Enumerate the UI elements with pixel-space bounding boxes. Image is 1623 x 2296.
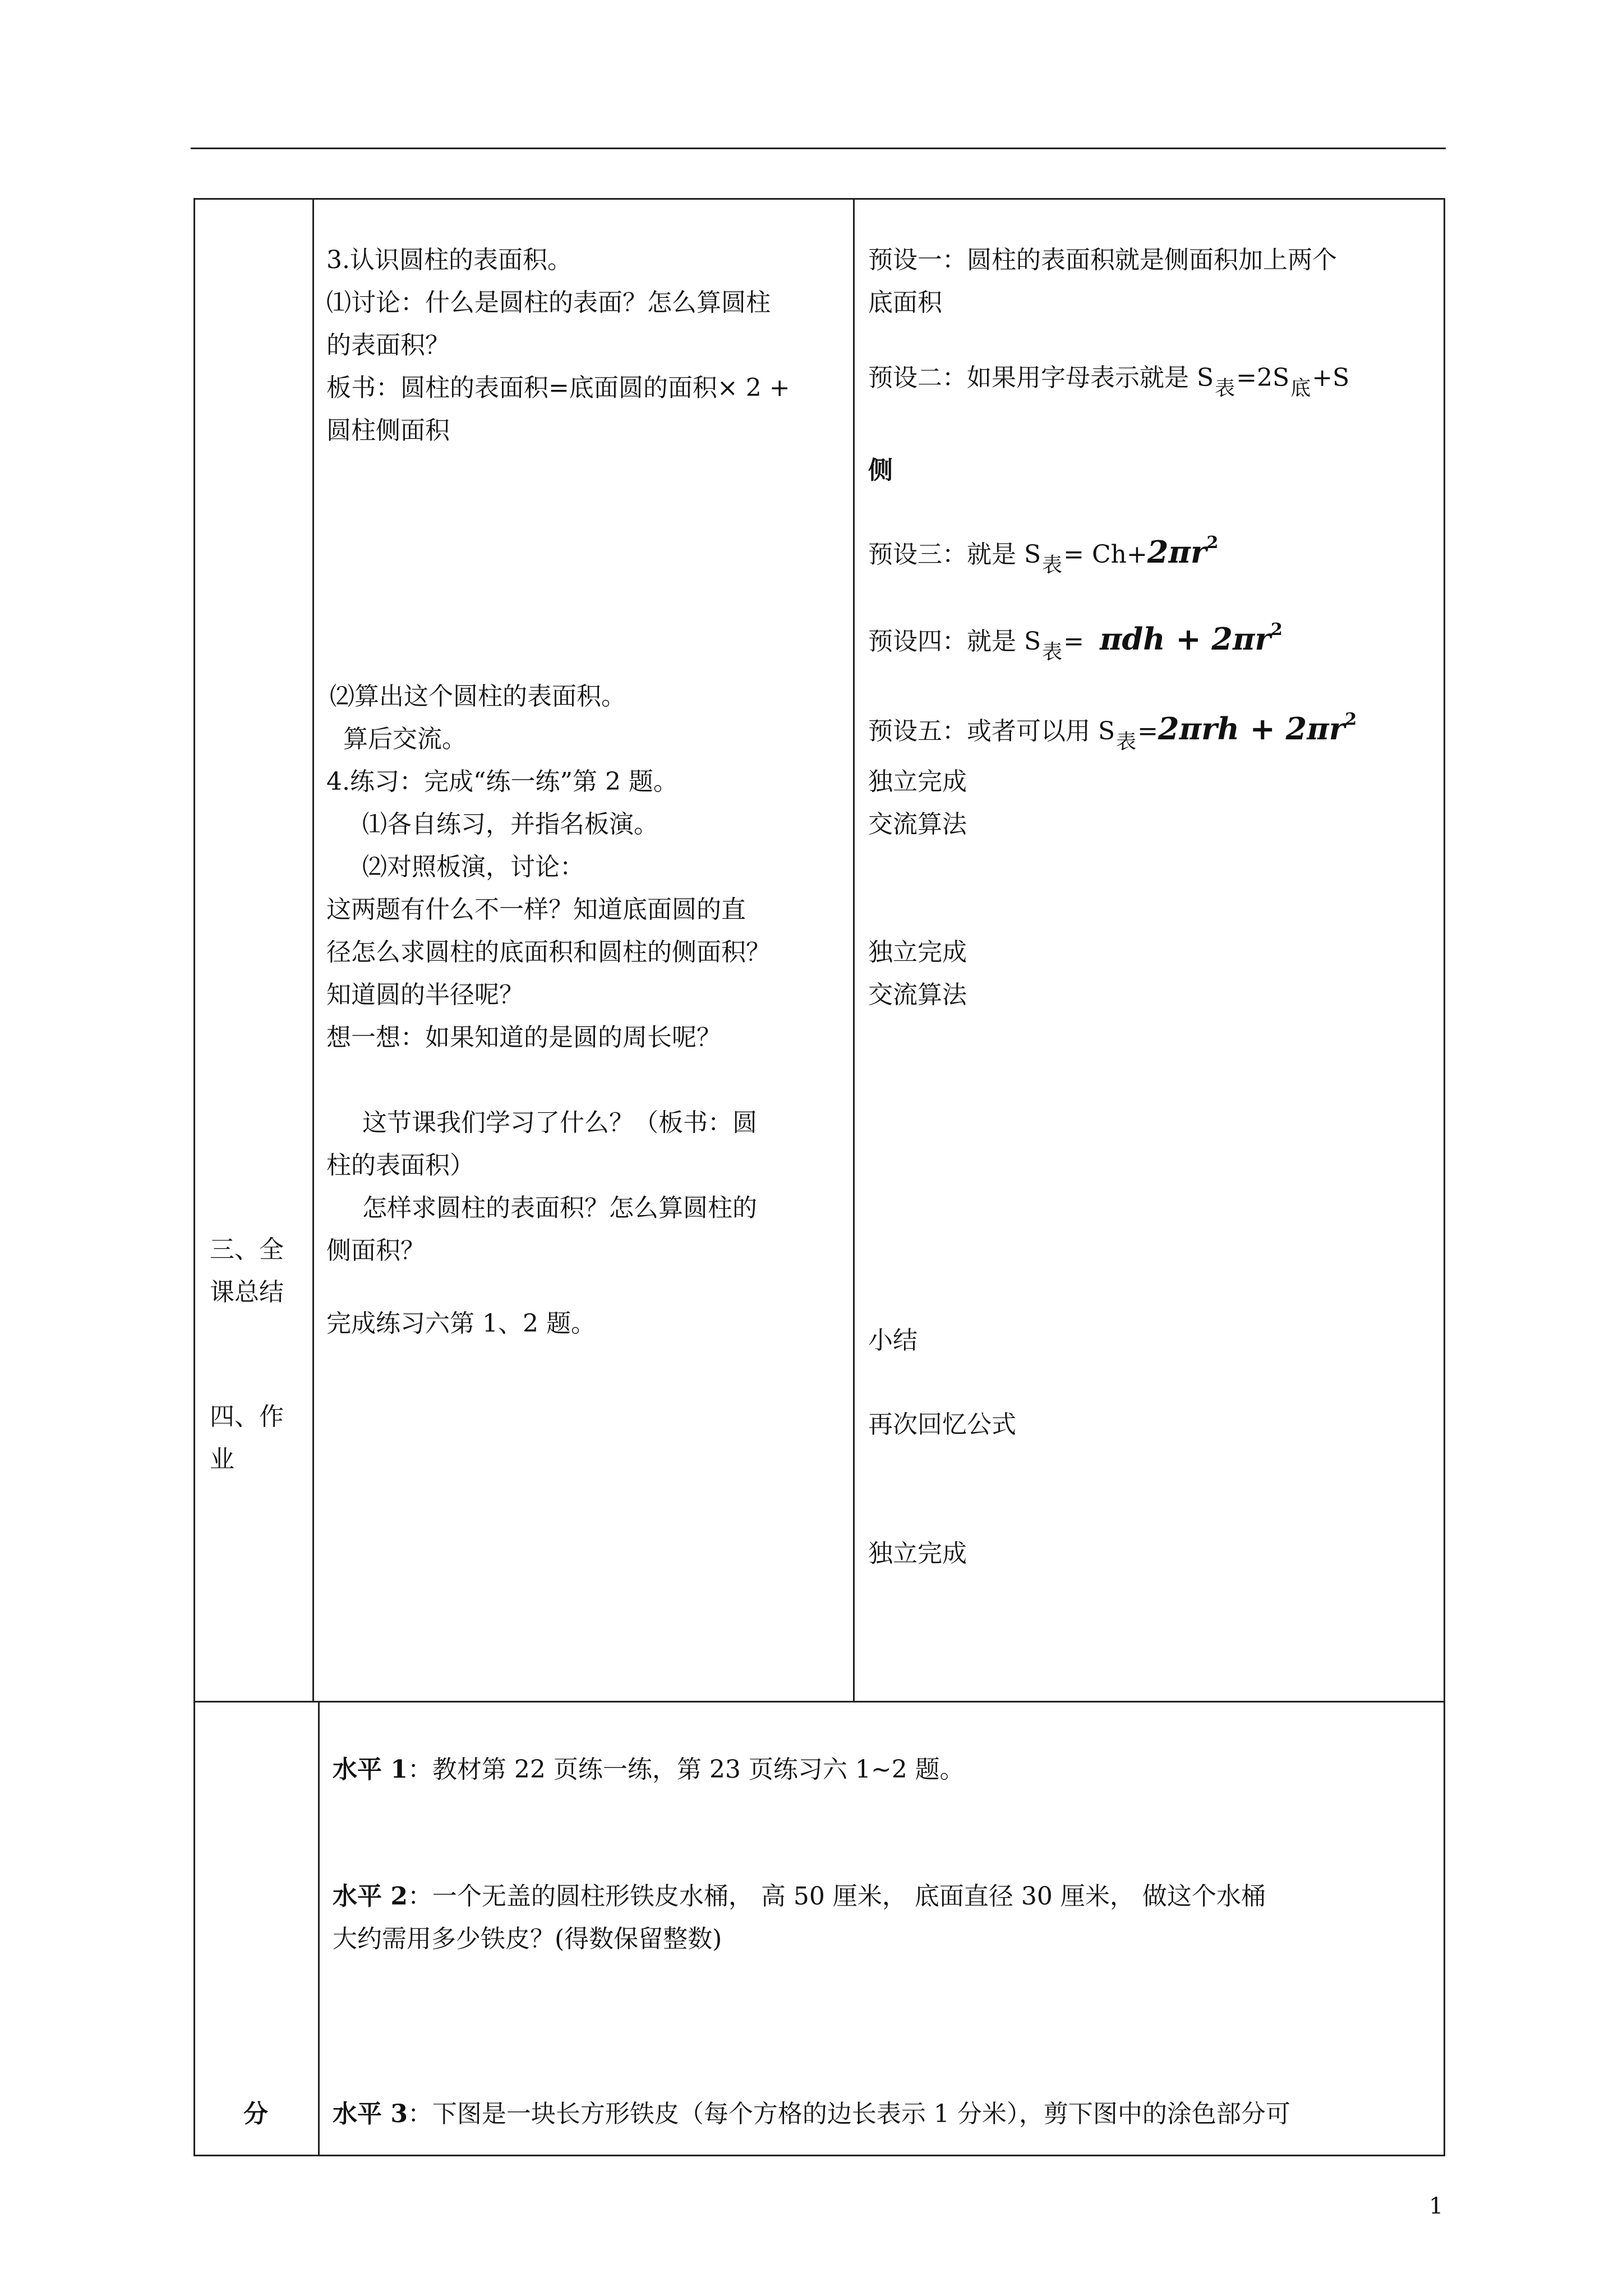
summary-question1-line1: 这节课我们学习了什么？（板书：圆: [362, 1108, 757, 1137]
step4-discuss-line3: 知道圆的半径呢？: [326, 981, 524, 1009]
step4-title: 4.练习：完成“练一练”第 2 题。: [326, 767, 678, 796]
step3-board-line2: 圆柱侧面积: [326, 416, 450, 445]
response-exchange-1: 交流算法: [868, 810, 967, 839]
column-divider-1: [312, 200, 314, 1701]
summary-question2-line1: 怎样求圆柱的表面积？怎么算圆柱的: [362, 1194, 757, 1222]
homework-column-divider: [318, 1703, 320, 2155]
homework-assignment: 完成练习六第 1、2 题。: [326, 1309, 596, 1338]
step4-discuss-line2: 径怎么求圆柱的底面积和圆柱的侧面积？: [326, 938, 771, 967]
level1-item: 水平 1：教材第 22 页练一练，第 23 页练习六 1~2 题。: [333, 1755, 965, 1784]
response-independent-1: 独立完成: [868, 767, 967, 796]
preset2-wrap: 侧: [868, 456, 893, 485]
level2-item-line2: 大约需用多少铁皮？(得数保留整数): [333, 1925, 722, 1953]
step3-question2: ⑵算出这个圆柱的表面积。: [330, 682, 626, 711]
step4-think: 想一想：如果知道的是圆的周长呢？: [326, 1023, 721, 1052]
homework-side-label: 分: [243, 2100, 268, 2128]
response-independent-2: 独立完成: [868, 938, 967, 967]
stage-label-homework: 四、作业: [210, 1402, 284, 1474]
summary-question1-line2: 柱的表面积）: [326, 1151, 474, 1180]
level2-item-line1: 水平 2：一个无盖的圆柱形铁皮水桶， 高 50 厘米， 底面直径 30 厘米， 做这个水桶: [333, 1882, 1266, 1911]
stage-label-summary: 三、全课总结: [210, 1235, 284, 1306]
step3-title: 3.认识圆柱的表面积。: [326, 246, 572, 274]
preset1-line1: 预设一：圆柱的表面积就是侧面积加上两个: [868, 246, 1337, 274]
page-header-rule: [191, 148, 1446, 149]
preset3-formula: 预设三：就是 $S_表= Ch+2\pi r^2$: [868, 533, 1219, 577]
preset2-formula: 预设二：如果用字母表示就是 $S_表=2S_底+S$: [868, 364, 1350, 400]
step4-item-b: ⑵对照板演，讨论：: [362, 853, 584, 881]
homework-levels-table: [193, 1701, 1445, 2156]
step3-question1-line2: 的表面积？: [326, 331, 450, 360]
page-number: 1: [1429, 2193, 1444, 2219]
preset5-formula: 预设五：或者可以用 $S_表=2\pi rh + 2\pi r^2$: [868, 710, 1357, 753]
step3-question1-line1: ⑴讨论：什么是圆柱的表面？怎么算圆柱: [326, 288, 771, 317]
step3-board-line1: 板书：圆柱的表面积=底面圆的面积× 2 +: [326, 374, 790, 402]
preset1-line2: 底面积: [868, 288, 942, 317]
step4-discuss-line1: 这两题有什么不一样？知道底面圆的直: [326, 895, 746, 924]
response-homework: 独立完成: [868, 1539, 967, 1568]
level3-item: 水平 3：下图是一块长方形铁皮（每个方格的边长表示 1 分米），剪下图中的涂色部分可: [333, 2100, 1290, 2128]
step4-item-a: ⑴各自练习，并指名板演。: [362, 810, 658, 839]
summary-question2-line2: 侧面积？: [326, 1236, 425, 1265]
response-summary: 小结: [868, 1326, 917, 1355]
response-exchange-2: 交流算法: [868, 981, 967, 1009]
lesson-plan-table: [193, 198, 1445, 1703]
response-recall-formula: 再次回忆公式: [868, 1410, 1016, 1439]
step3-question2-follow: 算后交流。: [343, 725, 467, 753]
preset4-formula: 预设四：就是 $S_表= \pi dh + 2\pi r^2$: [868, 620, 1283, 664]
column-divider-2: [853, 200, 855, 1701]
